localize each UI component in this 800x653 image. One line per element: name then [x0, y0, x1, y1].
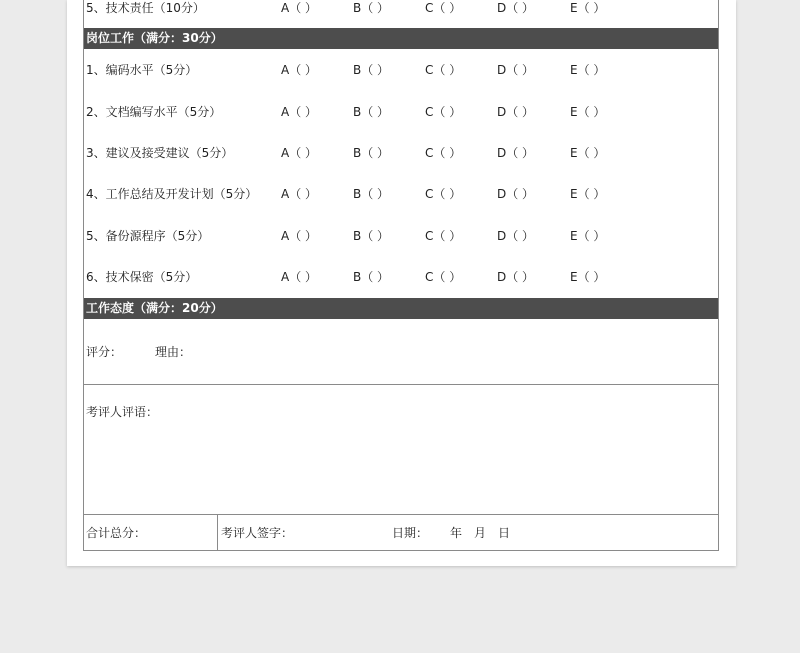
- date-year: 年: [450, 526, 463, 540]
- option-d: D（ ）: [497, 270, 535, 284]
- option-a: A（ ）: [281, 105, 318, 119]
- row-divider: [84, 514, 718, 515]
- total-score-label: 合计总分：: [86, 526, 147, 540]
- option-a: A（ ）: [281, 270, 318, 284]
- option-c: C（ ）: [425, 63, 462, 77]
- option-c: C（ ）: [425, 146, 462, 160]
- criteria-label: 5、技术责任（10分）: [86, 1, 205, 15]
- option-e: E（ ）: [570, 1, 606, 15]
- criteria-label: 4、工作总结及开发计划（5分）: [86, 187, 258, 201]
- option-b: B（ ）: [353, 229, 390, 243]
- option-c: C（ ）: [425, 105, 462, 119]
- date-label: 日期：: [392, 526, 429, 540]
- option-d: D（ ）: [497, 229, 535, 243]
- option-d: D（ ）: [497, 146, 535, 160]
- option-c: C（ ）: [425, 1, 462, 15]
- option-e: E（ ）: [570, 187, 606, 201]
- reviewer-comment-label: 考评人评语：: [86, 405, 159, 419]
- criteria-label: 6、技术保密（5分）: [86, 270, 198, 284]
- option-c: C（ ）: [425, 187, 462, 201]
- option-d: D（ ）: [497, 187, 535, 201]
- option-b: B（ ）: [353, 105, 390, 119]
- option-c: C（ ）: [425, 270, 462, 284]
- option-c: C（ ）: [425, 229, 462, 243]
- criteria-label: 2、文档编写水平（5分）: [86, 105, 222, 119]
- option-e: E（ ）: [570, 270, 606, 284]
- option-e: E（ ）: [570, 105, 606, 119]
- option-b: B（ ）: [353, 1, 390, 15]
- criteria-label: 5、备份源程序（5分）: [86, 229, 210, 243]
- option-b: B（ ）: [353, 270, 390, 284]
- column-divider: [217, 514, 218, 551]
- option-a: A（ ）: [281, 146, 318, 160]
- reason-label: 理由：: [155, 345, 192, 359]
- option-e: E（ ）: [570, 146, 606, 160]
- date-month: 月: [474, 526, 487, 540]
- criteria-label: 3、建议及接受建议（5分）: [86, 146, 234, 160]
- section-header-job-work: 岗位工作（满分：30分）: [84, 28, 718, 49]
- option-e: E（ ）: [570, 229, 606, 243]
- row-divider: [84, 384, 718, 385]
- option-d: D（ ）: [497, 105, 535, 119]
- option-a: A（ ）: [281, 229, 318, 243]
- option-d: D（ ）: [497, 1, 535, 15]
- evaluation-form: [83, 0, 719, 551]
- option-b: B（ ）: [353, 187, 390, 201]
- option-b: B（ ）: [353, 63, 390, 77]
- option-e: E（ ）: [570, 63, 606, 77]
- option-d: D（ ）: [497, 63, 535, 77]
- option-a: A（ ）: [281, 63, 318, 77]
- document-page: [67, 0, 736, 566]
- criteria-label: 1、编码水平（5分）: [86, 63, 198, 77]
- option-b: B（ ）: [353, 146, 390, 160]
- option-a: A（ ）: [281, 187, 318, 201]
- score-label: 评分：: [86, 345, 123, 359]
- section-header-work-attitude: 工作态度（满分：20分）: [84, 298, 718, 319]
- option-a: A（ ）: [281, 1, 318, 15]
- signature-label: 考评人签字：: [221, 526, 294, 540]
- date-day: 日: [498, 526, 511, 540]
